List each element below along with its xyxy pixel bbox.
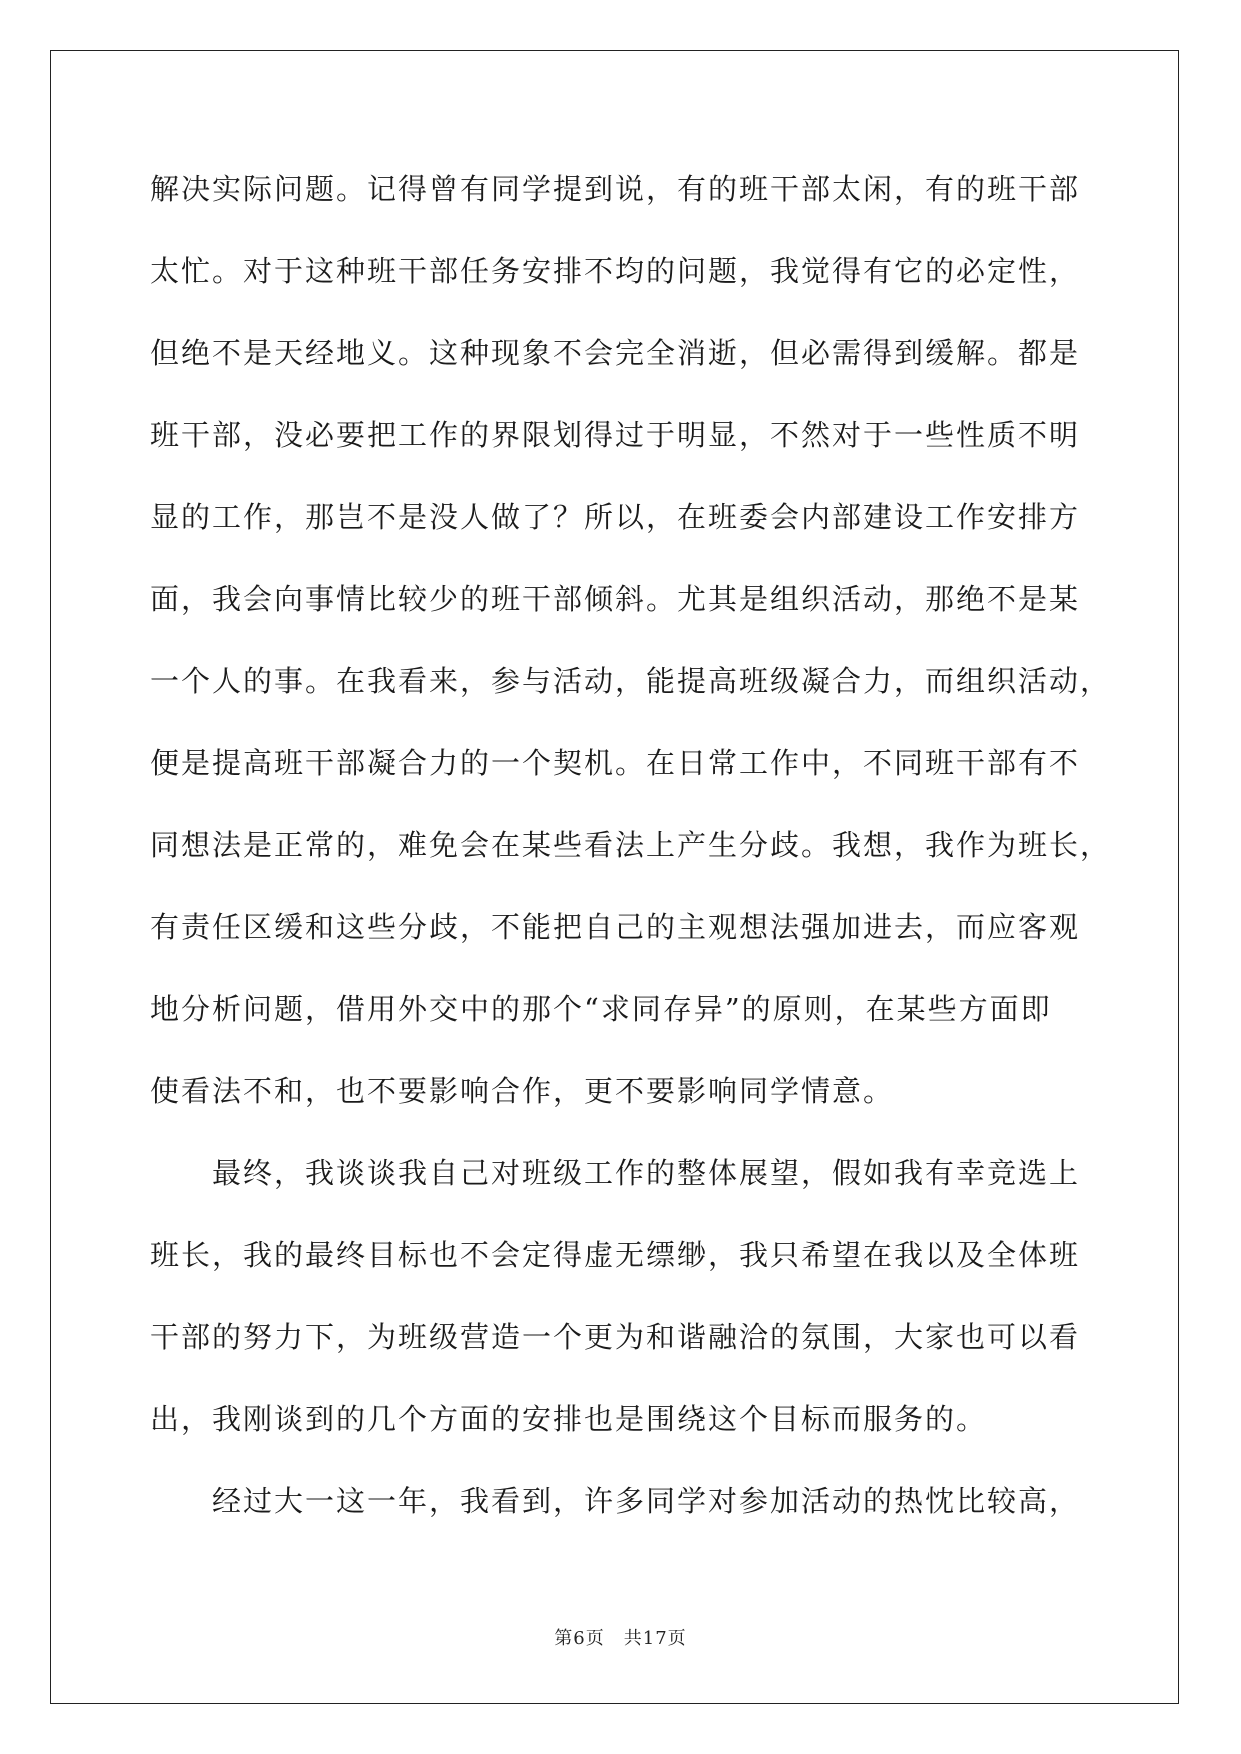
page-number-footer: 第6页 共17页 bbox=[554, 1628, 687, 1649]
text-line: 经过大一这一年，我看到，许多同学对参加活动的热忱比较高， bbox=[150, 1484, 1081, 1518]
text-line: 便是提高班干部凝合力的一个契机。在日常工作中，不同班干部有不 bbox=[150, 746, 1081, 780]
text-line: 班长，我的最终目标也不会定得虚无缥缈，我只希望在我以及全体班 bbox=[150, 1238, 1081, 1272]
text-line: 面，我会向事情比较少的班干部倾斜。尤其是组织活动，那绝不是某 bbox=[150, 582, 1081, 616]
text-line: 使看法不和，也不要影响合作，更不要影响同学情意。 bbox=[150, 1074, 895, 1108]
text-line: 有责任区缓和这些分歧，不能把自己的主观想法强加进去，而应客观 bbox=[150, 910, 1081, 944]
text-line: 但绝不是天经地义。这种现象不会完全消逝，但必需得到缓解。都是 bbox=[150, 336, 1081, 370]
text-line: 解决实际问题。记得曾有同学提到说，有的班干部太闲，有的班干部 bbox=[150, 172, 1081, 206]
text-line: 显的工作，那岂不是没人做了？所以，在班委会内部建设工作安排方 bbox=[150, 500, 1081, 534]
document-body bbox=[150, 159, 1110, 1553]
text-line: 一个人的事。在我看来，参与活动，能提高班级凝合力，而组织活动， bbox=[150, 664, 1112, 698]
text-line: 干部的努力下，为班级营造一个更为和谐融洽的氛围，大家也可以看 bbox=[150, 1320, 1081, 1354]
text-line: 地分析问题，借用外交中的那个“求同存异”的原则，在某些方面即 bbox=[150, 992, 1052, 1026]
text-line: 出，我刚谈到的几个方面的安排也是围绕这个目标而服务的。 bbox=[150, 1402, 988, 1436]
text-line: 最终，我谈谈我自己对班级工作的整体展望，假如我有幸竞选上 bbox=[150, 1156, 1081, 1190]
text-line: 班干部，没必要把工作的界限划得过于明显，不然对于一些性质不明 bbox=[150, 418, 1081, 452]
text-line: 同想法是正常的，难免会在某些看法上产生分歧。我想，我作为班长， bbox=[150, 828, 1112, 862]
text-line: 太忙。对于这种班干部任务安排不均的问题，我觉得有它的必定性， bbox=[150, 254, 1081, 288]
